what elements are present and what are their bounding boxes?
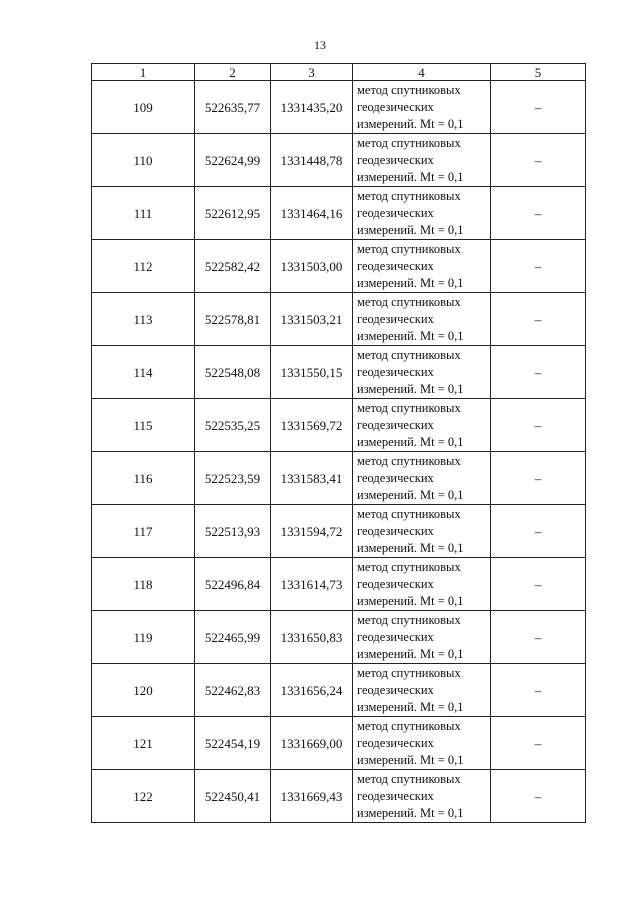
point-number-cell: 113 (92, 293, 195, 346)
x-coordinate-cell: 522496,84 (195, 558, 271, 611)
method-text-line: измерений. Mt = 0,1 (357, 752, 464, 767)
method-text-line: геодезических (357, 205, 434, 220)
table-row (92, 664, 586, 717)
note-cell: – (491, 134, 586, 187)
coordinates-table (91, 63, 586, 823)
method-text-line: метод спутниковых (357, 294, 461, 309)
table-row (92, 770, 586, 823)
table-row (92, 558, 586, 611)
method-text-line: измерений. Mt = 0,1 (357, 381, 464, 396)
column-header-3: 3 (271, 64, 353, 81)
table-header-row (92, 64, 586, 81)
method-text-line: измерений. Mt = 0,1 (357, 699, 464, 714)
method-text-line: геодезических (357, 788, 434, 803)
method-text-line: геодезических (357, 258, 434, 273)
note-cell: – (491, 505, 586, 558)
method-text-line: метод спутниковых (357, 135, 461, 150)
x-coordinate-cell: 522548,08 (195, 346, 271, 399)
table-row (92, 399, 586, 452)
method-cell (353, 770, 491, 823)
column-header-2: 2 (195, 64, 271, 81)
point-number-cell: 110 (92, 134, 195, 187)
column-header-4: 4 (353, 64, 491, 81)
note-cell: – (491, 346, 586, 399)
note-cell: – (491, 770, 586, 823)
x-coordinate-cell: 522612,95 (195, 187, 271, 240)
point-number-cell: 111 (92, 187, 195, 240)
column-header-5: 5 (491, 64, 586, 81)
point-number-cell: 120 (92, 664, 195, 717)
method-text-line: измерений. Mt = 0,1 (357, 275, 464, 290)
method-text-line: измерений. Mt = 0,1 (357, 434, 464, 449)
method-text-line: геодезических (357, 735, 434, 750)
method-text-line: геодезических (357, 152, 434, 167)
method-text-line: геодезических (357, 417, 434, 432)
table-row (92, 81, 586, 134)
point-number-cell: 119 (92, 611, 195, 664)
method-text-line: метод спутниковых (357, 506, 461, 521)
method-cell (353, 611, 491, 664)
x-coordinate-cell: 522624,99 (195, 134, 271, 187)
y-coordinate-cell: 1331614,73 (271, 558, 353, 611)
note-cell: – (491, 717, 586, 770)
y-coordinate-cell: 1331669,00 (271, 717, 353, 770)
x-coordinate-cell: 522523,59 (195, 452, 271, 505)
point-number-cell: 122 (92, 770, 195, 823)
method-cell (353, 134, 491, 187)
method-text-line: метод спутниковых (357, 400, 461, 415)
note-cell: – (491, 187, 586, 240)
method-text-line: измерений. Mt = 0,1 (357, 646, 464, 661)
method-text-line: метод спутниковых (357, 612, 461, 627)
column-header-1: 1 (92, 64, 195, 81)
table-row (92, 346, 586, 399)
y-coordinate-cell: 1331464,16 (271, 187, 353, 240)
method-text-line: геодезических (357, 629, 434, 644)
page-number: 13 (314, 38, 326, 52)
method-cell (353, 81, 491, 134)
x-coordinate-cell: 522578,81 (195, 293, 271, 346)
y-coordinate-cell: 1331550,15 (271, 346, 353, 399)
method-cell (353, 664, 491, 717)
method-text-line: измерений. Mt = 0,1 (357, 487, 464, 502)
point-number-cell: 114 (92, 346, 195, 399)
method-text-line: метод спутниковых (357, 188, 461, 203)
method-cell (353, 293, 491, 346)
method-text-line: измерений. Mt = 0,1 (357, 169, 464, 184)
method-cell (353, 187, 491, 240)
point-number-cell: 121 (92, 717, 195, 770)
point-number-cell: 117 (92, 505, 195, 558)
method-text-line: геодезических (357, 470, 434, 485)
x-coordinate-cell: 522450,41 (195, 770, 271, 823)
x-coordinate-cell: 522513,93 (195, 505, 271, 558)
y-coordinate-cell: 1331448,78 (271, 134, 353, 187)
note-cell: – (491, 81, 586, 134)
y-coordinate-cell: 1331656,24 (271, 664, 353, 717)
note-cell: – (491, 664, 586, 717)
y-coordinate-cell: 1331650,83 (271, 611, 353, 664)
method-cell (353, 558, 491, 611)
table-row (92, 505, 586, 558)
method-text-line: метод спутниковых (357, 718, 461, 733)
y-coordinate-cell: 1331669,43 (271, 770, 353, 823)
method-text-line: измерений. Mt = 0,1 (357, 805, 464, 820)
x-coordinate-cell: 522635,77 (195, 81, 271, 134)
table-row (92, 240, 586, 293)
method-text-line: геодезических (357, 99, 434, 114)
method-text-line: метод спутниковых (357, 347, 461, 362)
method-text-line: метод спутниковых (357, 665, 461, 680)
note-cell: – (491, 399, 586, 452)
method-text-line: метод спутниковых (357, 82, 461, 97)
method-text-line: геодезических (357, 364, 434, 379)
note-cell: – (491, 452, 586, 505)
y-coordinate-cell: 1331503,00 (271, 240, 353, 293)
table-row (92, 187, 586, 240)
method-cell (353, 717, 491, 770)
y-coordinate-cell: 1331503,21 (271, 293, 353, 346)
point-number-cell: 112 (92, 240, 195, 293)
y-coordinate-cell: 1331583,41 (271, 452, 353, 505)
method-text-line: геодезических (357, 682, 434, 697)
table-row (92, 293, 586, 346)
method-text-line: метод спутниковых (357, 453, 461, 468)
y-coordinate-cell: 1331569,72 (271, 399, 353, 452)
method-text-line: измерений. Mt = 0,1 (357, 593, 464, 608)
method-cell (353, 240, 491, 293)
method-cell (353, 505, 491, 558)
method-text-line: измерений. Mt = 0,1 (357, 540, 464, 555)
note-cell: – (491, 240, 586, 293)
x-coordinate-cell: 522462,83 (195, 664, 271, 717)
table-row (92, 717, 586, 770)
x-coordinate-cell: 522535,25 (195, 399, 271, 452)
method-text-line: измерений. Mt = 0,1 (357, 222, 464, 237)
point-number-cell: 116 (92, 452, 195, 505)
note-cell: – (491, 293, 586, 346)
note-cell: – (491, 558, 586, 611)
table-row (92, 134, 586, 187)
method-text-line: измерений. Mt = 0,1 (357, 328, 464, 343)
method-text-line: метод спутниковых (357, 241, 461, 256)
method-text-line: метод спутниковых (357, 771, 461, 786)
y-coordinate-cell: 1331435,20 (271, 81, 353, 134)
x-coordinate-cell: 522454,19 (195, 717, 271, 770)
method-text-line: геодезических (357, 523, 434, 538)
method-text-line: измерений. Mt = 0,1 (357, 116, 464, 131)
x-coordinate-cell: 522582,42 (195, 240, 271, 293)
point-number-cell: 109 (92, 81, 195, 134)
method-cell (353, 399, 491, 452)
y-coordinate-cell: 1331594,72 (271, 505, 353, 558)
x-coordinate-cell: 522465,99 (195, 611, 271, 664)
point-number-cell: 118 (92, 558, 195, 611)
table-row (92, 452, 586, 505)
method-cell (353, 346, 491, 399)
table-row (92, 611, 586, 664)
method-text-line: метод спутниковых (357, 559, 461, 574)
note-cell: – (491, 611, 586, 664)
method-text-line: геодезических (357, 576, 434, 591)
method-text-line: геодезических (357, 311, 434, 326)
point-number-cell: 115 (92, 399, 195, 452)
method-cell (353, 452, 491, 505)
